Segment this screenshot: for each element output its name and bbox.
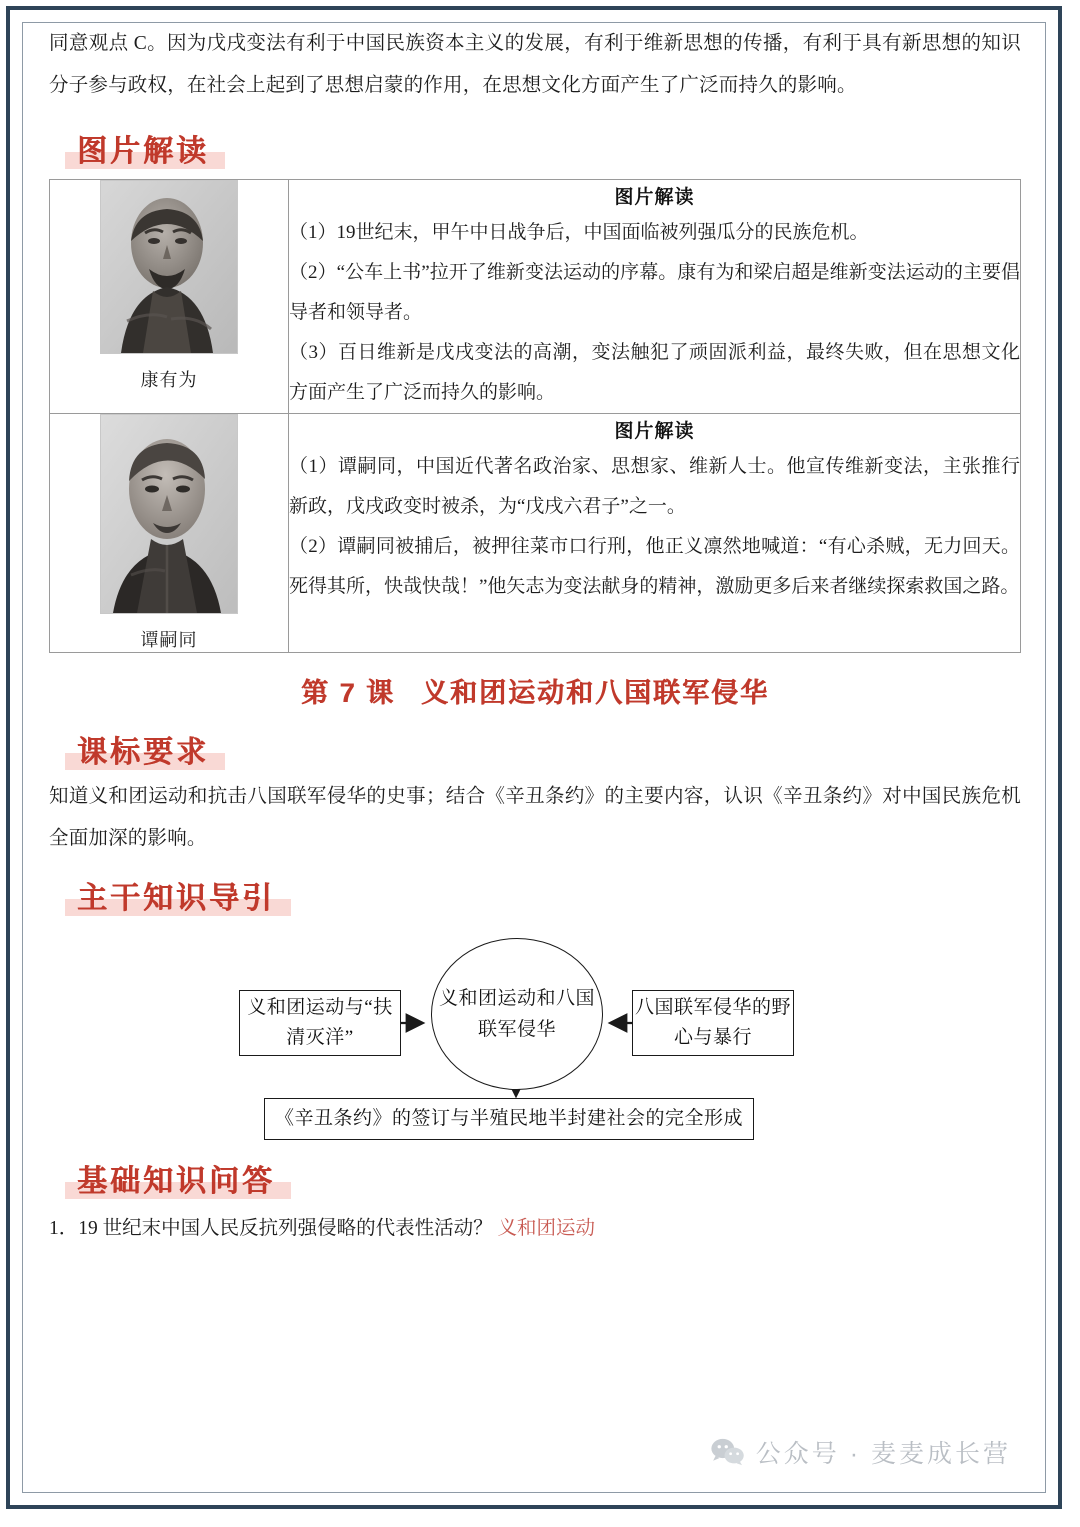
cell-title-1: 图片解读 (614, 187, 695, 208)
portrait-image-tan-sitong (100, 414, 238, 614)
footer-watermark-text: 公众号 · 麦麦成长营 (755, 1440, 1011, 1468)
portrait-caption-tan-sitong: 谭嗣同 (140, 630, 198, 650)
lesson-number: 第 7 课 (300, 678, 396, 708)
diagram-box-right: 八国联军侵华的野心与暴行 (632, 990, 794, 1056)
section-heading-standard (65, 726, 225, 772)
cell-line: （2）“公车上书”拉开了维新变法运动的序幕。康有为和梁启超是维新变法运动的主要倡导者和领导者。 (289, 262, 1020, 323)
cell-line: （1）谭嗣同，中国近代著名政治家、思想家、维新人士。他宣传维新变法，主张推行新政，戊戌政变时被杀，为“戊戌六君子”之一。 (289, 456, 1020, 517)
table-row (50, 414, 1021, 653)
cell-line: （1）19世纪末，甲午中日战争后，中国面临被列强瓜分的民族危机。 (289, 222, 869, 243)
cell-title-2: 图片解读 (614, 421, 695, 442)
wechat-icon (710, 1438, 746, 1466)
knowledge-map-diagram (49, 928, 1021, 1143)
portrait-cell-tan-sitong (50, 414, 289, 653)
section-heading-picture-reading (65, 125, 225, 171)
diagram-circle-center: 义和团运动和八国联军侵华 (431, 938, 603, 1090)
portrait-caption-kang-youwei: 康有为 (140, 370, 198, 390)
section-heading-knowledge-map (65, 872, 291, 918)
lesson-title-text: 义和团运动和八国联军侵华 (421, 678, 770, 708)
portrait-cell-kang-youwei (50, 180, 289, 414)
cell-line: （2）谭嗣同被捕后，被押往菜市口行刑，他正义凛然地喊道：“有心杀贼，无力回天。死得其所，快哉快哉！”他矢志为变法献身的精神，激励更多后来者继续探索救国之路。 (289, 536, 1020, 597)
qa-answer: 义和团运动 (497, 1218, 596, 1239)
picture-reading-table (49, 179, 1021, 653)
lesson-title (49, 671, 1021, 710)
page-content (23, 23, 1047, 1502)
section-heading-knowledge-map-label: 主干知识导引 (77, 882, 275, 915)
section-heading-basic-qa (65, 1155, 291, 1201)
picture-reading-text-cell-2 (289, 414, 1021, 653)
intro-paragraph-block (49, 23, 1021, 107)
page-border-outer (6, 6, 1062, 1509)
portrait-image-kang-youwei (100, 180, 238, 354)
footer-watermark (710, 1434, 1011, 1470)
standard-requirement-text: 知道义和团运动和抗击八国联军侵华的史事；结合《辛丑条约》的主要内容，认识《辛丑条约》对中国民族危机全面加深的影响。 (49, 786, 1021, 849)
section-heading-basic-qa-label: 基础知识问答 (77, 1165, 275, 1198)
page-border-inner (22, 22, 1046, 1493)
cell-line: （3）百日维新是戊戌变法的高潮，变法触犯了顽固派利益，最终失败，但在思想文化方面产生了广泛而持久的影响。 (289, 342, 1020, 403)
diagram-box-bottom: 《辛丑条约》的签订与半殖民地半封建社会的完全形成 (264, 1098, 754, 1140)
intro-paragraph: 同意观点 C。因为戊戌变法有利于中国民族资本主义的发展，有利于维新思想的传播，有利于具有新思想的知识分子参与政权，在社会上起到了思想启蒙的作用，在思想文化方面产生了广泛而持久的影响。 (49, 33, 1021, 96)
table-row (50, 180, 1021, 414)
section-heading-picture-reading-label: 图片解读 (77, 135, 209, 168)
section-heading-standard-label: 课标要求 (77, 736, 209, 769)
qa-question: 1．19 世纪末中国人民反抗列强侵略的代表性活动？ (49, 1218, 493, 1239)
qa-item (49, 1209, 1021, 1249)
diagram-box-left: 义和团运动与“扶清灭洋” (239, 990, 401, 1056)
picture-reading-text-cell-1 (289, 180, 1021, 414)
